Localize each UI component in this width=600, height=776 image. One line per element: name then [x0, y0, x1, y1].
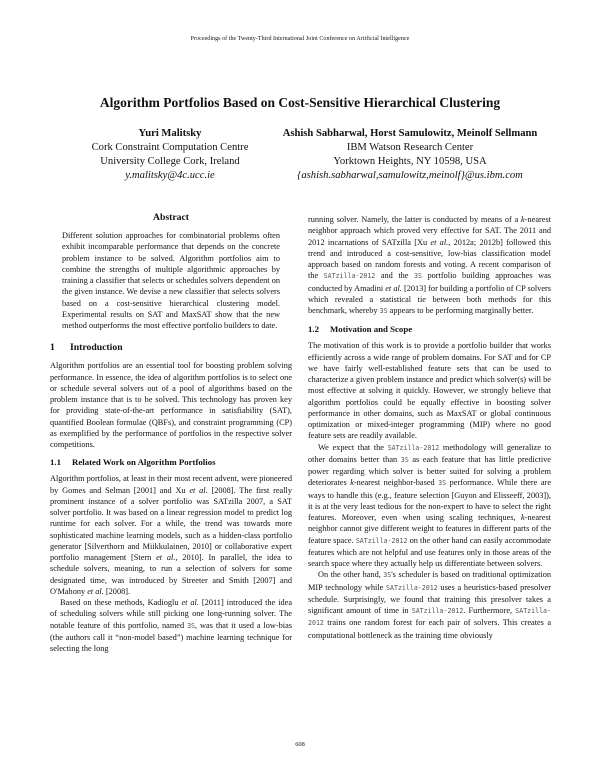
left-column — [50, 212, 292, 654]
related-continued-paragraph: running solver. Namely, the latter is conducted by means of a k-nearest neighbor approach which proved very effective for SAT. The 2011 and 2012 incarnations of SATzilla [Xu et al., 2012a; 2012b] followed this trend and introduced a cost-sensitive, low-bias classification model approach based on random forests and voting. A recent comparison of the SATzilla-2012 and the 3S portfolio building approaches was conducted by Amadini et al. [2013] for building a portfolio of CP solvers which revealed a statistical tie between both methods for this benchmark, whereby 3S appears to be performing marginally better. — [308, 215, 551, 315]
abstract-heading: Abstract — [152, 212, 190, 223]
author-block-right — [255, 127, 565, 183]
related-paragraph-2: Based on these methods, Kadioglu et al. [2011] introduced the idea of scheduling solvers while still picking one long-running solver. The notable feature of this portfolio, named 3S, was that it used a low-bias (the authors call it “non-model based”) machine learning technique for selecting the long — [50, 598, 293, 653]
motivation-paragraph-1: The motivation of this work is to provide a portfolio builder that works efficiently across a wide range of problem domains. For SAT and for CP we have fairly well-established feature sets that can be used to characterize a given problem instance and predict which solver(s) will be most effective at solving it quickly. However, we strongly believe that algorithm portfolios could be equally effective in boosting solver performance in other domains, such as MaxSAT or global continuous optimization or mixed-integer programming (MIP) where no good feature sets are readily available. — [308, 341, 551, 441]
subsection-number: 1.2 — [308, 324, 319, 335]
related-paragraph-1: Algorithm portfolios, at least in their most recent advent, were pioneered by Gomes and Selman [2001] and Xu et al. [2008]. The first really prominent instance of a solver portfolio was SATzilla 2007, a SAT solver portfolio. It was based on a linear regression model to predict log runtime for each solver. For a while, the trend was towards more sophisticated machine learning models, such as a hidden-class portfolio generator [Silverthorn and Miikkulainen, 2010] or collaborative expert portfolio management [Stern et al., 2010]. In parallel, the idea to schedule solvers, meaning, to run a selection of solvers for some designated time, was introduced by Streeter and Smith [2007] and O'Mahony et al. [2008]. — [50, 474, 293, 596]
affiliation-right-1: IBM Watson Research Center — [346, 142, 474, 154]
email-right: {ashish.sabharwal,samulowitz,meinolf}@us.ibm.com — [297, 170, 523, 182]
right-column — [308, 214, 551, 641]
section-number: 1 — [50, 342, 55, 354]
affiliation-left-2: University College Cork, Ireland — [100, 156, 240, 168]
intro-paragraph: Algorithm portfolios are an essential tool for boosting problem solving performance. In essence, the idea of algorithm portfolios is to select one or schedule several solvers out of a pool of algorithms based on the problem instance that is to be solved. This technology has proven key for providing state-of-the-art performance in satisfiability (SAT), quantified Boolean formulae (QBFs), and constraint programming (CP) as exemplified by the performance of portfolios in the respective solver competitions. — [50, 361, 292, 449]
section-introduction-heading — [50, 342, 292, 354]
motivation-paragraph-3: On the other hand, 3S's scheduler is based on traditional optimization MIP technology while SATzilla-2012 uses a heuristics-based presolver schedule. Surprisingly, we found that training this presolver takes a significant amount of time in SATzilla-2012. Furthermore, SATzilla-2012 trains one random forest for each pair of solvers. This creates a computational bottleneck as the training time obviously — [308, 570, 552, 640]
subsection-related-work-heading — [50, 457, 292, 468]
email-left: y.malitsky@4c.ucc.ie — [125, 170, 215, 182]
author-block-left — [70, 127, 270, 183]
motivation-paragraph-2: We expect that the SATzilla-2012 methodology will generalize to other domains better than 3S as each feature that has little predictive power regarding which solver is better suited for solving a problem deteriorates k-nearest neighbor-based 3S performance. While there are ways to handle this (e.g., feature selection [Guyon and Elisseeff, 2003]), it is at the very least tedious for the non-expert to have to select the right features. Moreover, even when using scaling techniques, k-nearest neighbor cannot give different weight to features in different parts of the feature space. SATzilla-2012 on the other hand can easily accommodate features which are not helpful and use features only in those areas of the search space where they actually help us differentiate between solvers. — [308, 442, 552, 568]
subsection-motivation-heading — [308, 324, 551, 335]
abstract-text: Different solution approaches for combinatorial problems often exhibit incomparable performance that depends on the concrete problem instance to be solved. Algorithm portfolios aim to combine the strengths of multiple algorithmic approaches by training a classifier that selects or schedules solvers dependent on the given instance. We devise a new classifier that selects solvers based on a cost-sensitive hierarchical clustering model. Experimental results on SAT and MaxSAT show that the new method outperforms the most effective portfolio builders to date. — [62, 231, 280, 330]
page-number: 608 — [295, 741, 305, 748]
paper-title: Algorithm Portfolios Based on Cost-Sensitive Hierarchical Clustering — [99, 95, 501, 110]
author-names-right: Ashish Sabharwal, Horst Samulowitz, Meinolf Sellmann — [282, 128, 538, 139]
subsection-title: Related Work on Algorithm Portfolios — [72, 457, 216, 468]
proceedings-header: Proceedings of the Twenty-Third International Joint Conference on Artificial Intelligence — [190, 36, 410, 42]
affiliation-left-1: Cork Constraint Computation Centre — [91, 142, 249, 154]
subsection-number: 1.1 — [50, 457, 61, 468]
affiliation-right-2: Yorktown Heights, NY 10598, USA — [333, 156, 487, 168]
subsection-title: Motivation and Scope — [330, 324, 413, 335]
section-title: Introduction — [70, 342, 123, 354]
author-names-left: Yuri Malitsky — [138, 128, 202, 139]
